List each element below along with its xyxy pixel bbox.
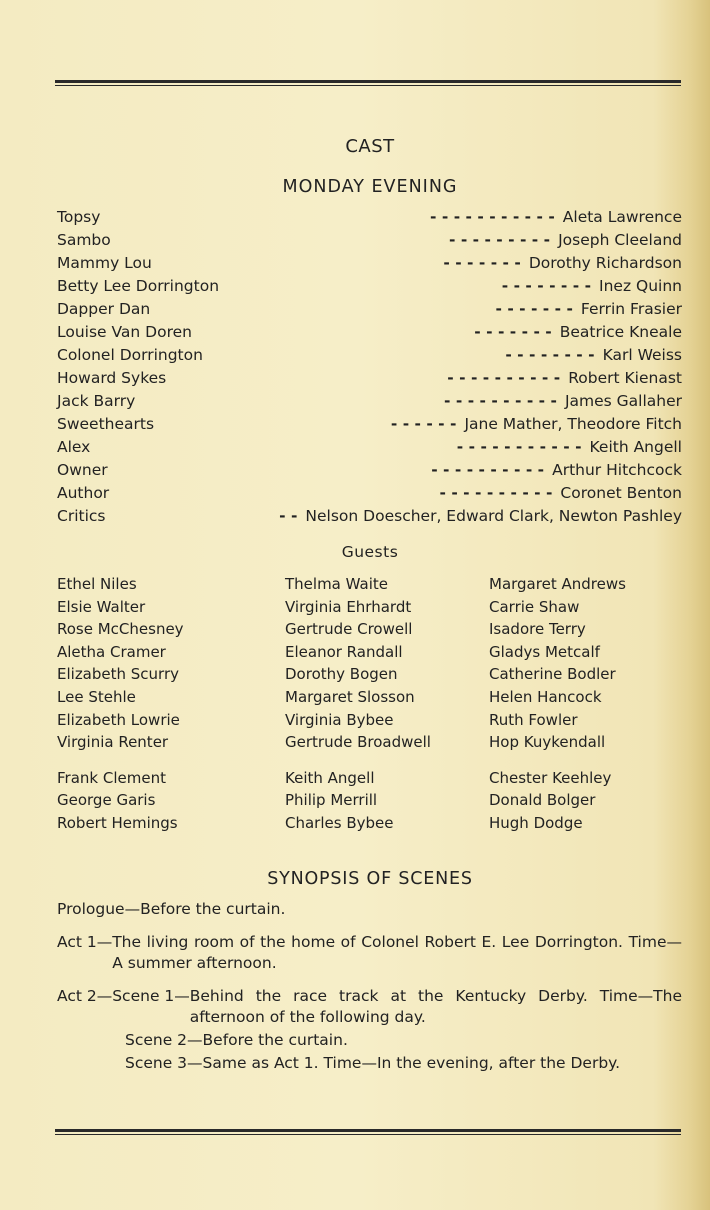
synopsis-act-2: [57, 986, 682, 1028]
guest-name: Chester Keehley: [489, 768, 612, 787]
cast-actor: Karl Weiss: [602, 346, 682, 364]
guest-name: Ethel Niles: [57, 575, 137, 593]
evening-heading: MONDAY EVENING: [282, 177, 458, 197]
cast-actor: Dorothy Richardson: [528, 254, 682, 272]
guest-name: Isadore Terry: [489, 620, 586, 639]
leader-dashes: - - - - - - - - - -: [431, 461, 545, 479]
leader-dashes: - - - - - - -: [443, 254, 521, 272]
cast-row: [57, 231, 682, 254]
scene-description: Behind the race track at the Kentucky Derby. Time—The afternoon of the following day.: [189, 987, 682, 1026]
leader-dashes: - - - - - - -: [474, 323, 552, 341]
guest-name: Virginia Ehrhardt: [285, 597, 412, 616]
cast-actor: Nelson Doescher, Edward Clark, Newton Pashley: [305, 507, 682, 525]
guest-gap: [285, 754, 431, 767]
guest-name: Robert Hemings: [57, 813, 178, 832]
guest-name: Margaret Andrews: [489, 575, 626, 593]
leader-dashes: - - - - - - - - - -: [439, 484, 553, 502]
cast-role: Howard Sykes: [57, 369, 167, 387]
guest-name: Catherine Bodler: [489, 665, 616, 684]
guest-name: Philip Merrill: [285, 791, 378, 810]
guest-column-1: [57, 573, 184, 835]
cast-actor: Jane Mather, Theodore Fitch: [464, 415, 682, 433]
act-label: Act 1—: [57, 933, 113, 951]
cast-row: [57, 484, 682, 507]
cast-role: Owner: [57, 461, 108, 479]
cast-row: [57, 507, 682, 530]
synopsis-of-scenes: [57, 899, 682, 1076]
cast-role: Alex: [57, 438, 91, 456]
leader-dashes: - - - - - - -: [495, 300, 573, 318]
scene-label: Scene 2—: [125, 1031, 203, 1049]
guest-name: Virginia Bybee: [285, 710, 394, 729]
cast-row: [57, 415, 682, 438]
guest-name: Charles Bybee: [285, 813, 394, 832]
cast-role: Mammy Lou: [57, 254, 152, 272]
guest-name: Elizabeth Scurry: [57, 665, 180, 684]
cast-row: [57, 277, 682, 300]
leader-dashes: - - - - - - - - - -: [447, 369, 561, 387]
leader-dashes: - - - - - - - - -: [448, 231, 551, 249]
guest-name: Aletha Cramer: [57, 642, 166, 661]
act-description: The living room of the home of Colonel Robert E. Lee Dorrington. Time—A summer afternoon.: [112, 933, 682, 972]
guest-name: George Garis: [57, 791, 156, 810]
guest-name: Carrie Shaw: [489, 597, 580, 616]
guest-name: Dorothy Bogen: [285, 665, 398, 684]
leader-dashes: - - - - - - - - - - -: [430, 208, 555, 226]
guest-name: Thelma Waite: [285, 575, 388, 593]
guest-column-3: [489, 573, 626, 835]
cast-actor: Keith Angell: [589, 438, 682, 456]
guest-name: Frank Clement: [57, 768, 166, 787]
guest-name: Margaret Slosson: [285, 687, 415, 706]
guest-name: Elsie Walter: [57, 597, 146, 616]
guest-name: Hop Kuykendall: [489, 733, 606, 752]
guest-name: Gertrude Broadwell: [285, 733, 431, 752]
bottom-double-rule: [55, 1129, 681, 1135]
cast-row: [57, 254, 682, 277]
cast-actor: Aleta Lawrence: [562, 208, 682, 226]
synopsis-act-2-scene-2: [125, 1030, 682, 1051]
leader-dashes: - - - - - - - -: [505, 346, 595, 364]
guest-name: Hugh Dodge: [489, 813, 583, 832]
leader-dashes: - - - - - - - - - -: [444, 392, 557, 410]
cast-actor: Arthur Hitchcock: [552, 461, 682, 479]
cast-actor: Beatrice Kneale: [559, 323, 682, 341]
leader-dashes: - - - - - -: [390, 415, 457, 433]
cast-role: Colonel Dorrington: [57, 346, 203, 364]
guests-heading: Guests: [341, 543, 399, 561]
guest-name: Eleanor Randall: [285, 642, 403, 661]
cast-actor: Ferrin Frasier: [580, 300, 682, 318]
leader-dashes: - - - - - - - - - - -: [456, 438, 582, 456]
leader-dashes: - - - - - - - -: [501, 277, 592, 295]
act-label: Act 2—: [57, 987, 113, 1005]
scene-description: Same as Act 1. Time—In the evening, after the Derby.: [202, 1054, 621, 1072]
guest-name: Rose McChesney: [57, 620, 184, 639]
cast-actor: James Gallaher: [564, 392, 682, 410]
guest-name: Gladys Metcalf: [489, 642, 600, 661]
cast-actor: Inez Quinn: [599, 277, 682, 295]
synopsis-heading: SYNOPSIS OF SCENES: [267, 869, 473, 889]
top-double-rule: [55, 80, 681, 86]
cast-role: Sambo: [57, 231, 111, 249]
guest-gap: [57, 754, 184, 767]
cast-role: Critics: [57, 507, 106, 525]
cast-actor: Joseph Cleeland: [558, 231, 682, 249]
guest-name: Elizabeth Lowrie: [57, 710, 180, 729]
cast-role: Topsy: [57, 208, 101, 226]
cast-row: [57, 208, 682, 231]
cast-role: Betty Lee Dorrington: [57, 277, 220, 295]
guest-column-2: [285, 573, 431, 835]
cast-role: Author: [57, 484, 110, 502]
cast-row: [57, 323, 682, 346]
cast-role: Jack Barry: [57, 392, 136, 410]
scene-label: Scene 3—: [125, 1054, 203, 1072]
cast-role: Dapper Dan: [57, 300, 151, 318]
leader-dashes: - -: [279, 507, 298, 525]
cast-row: [57, 346, 682, 369]
cast-row: [57, 300, 682, 323]
guest-name: Keith Angell: [285, 768, 375, 787]
cast-row: [57, 438, 682, 461]
scene-label: Scene 1—: [112, 987, 190, 1005]
scene-description: Before the curtain.: [202, 1031, 348, 1049]
guest-name: Gertrude Crowell: [285, 620, 413, 639]
cast-row: [57, 392, 682, 415]
synopsis-prologue: Prologue—Before the curtain.: [57, 900, 286, 918]
cast-role: Louise Van Doren: [57, 323, 192, 341]
cast-actor: Robert Kienast: [568, 369, 682, 387]
cast-row: [57, 369, 682, 392]
cast-role: Sweethearts: [57, 415, 155, 433]
cast-row: [57, 461, 682, 484]
synopsis-act-1: [57, 932, 682, 974]
cast-list: [57, 208, 682, 530]
guest-name: Helen Hancock: [489, 687, 602, 706]
guest-gap: [489, 754, 626, 767]
guest-name: Virginia Renter: [57, 733, 169, 752]
guest-name: Lee Stehle: [57, 687, 136, 706]
guest-name: Donald Bolger: [489, 791, 596, 810]
guest-name: Ruth Fowler: [489, 710, 578, 729]
cast-actor: Coronet Benton: [560, 484, 682, 502]
synopsis-act-2-scene-3: [125, 1053, 682, 1074]
cast-heading: CAST: [345, 136, 395, 157]
